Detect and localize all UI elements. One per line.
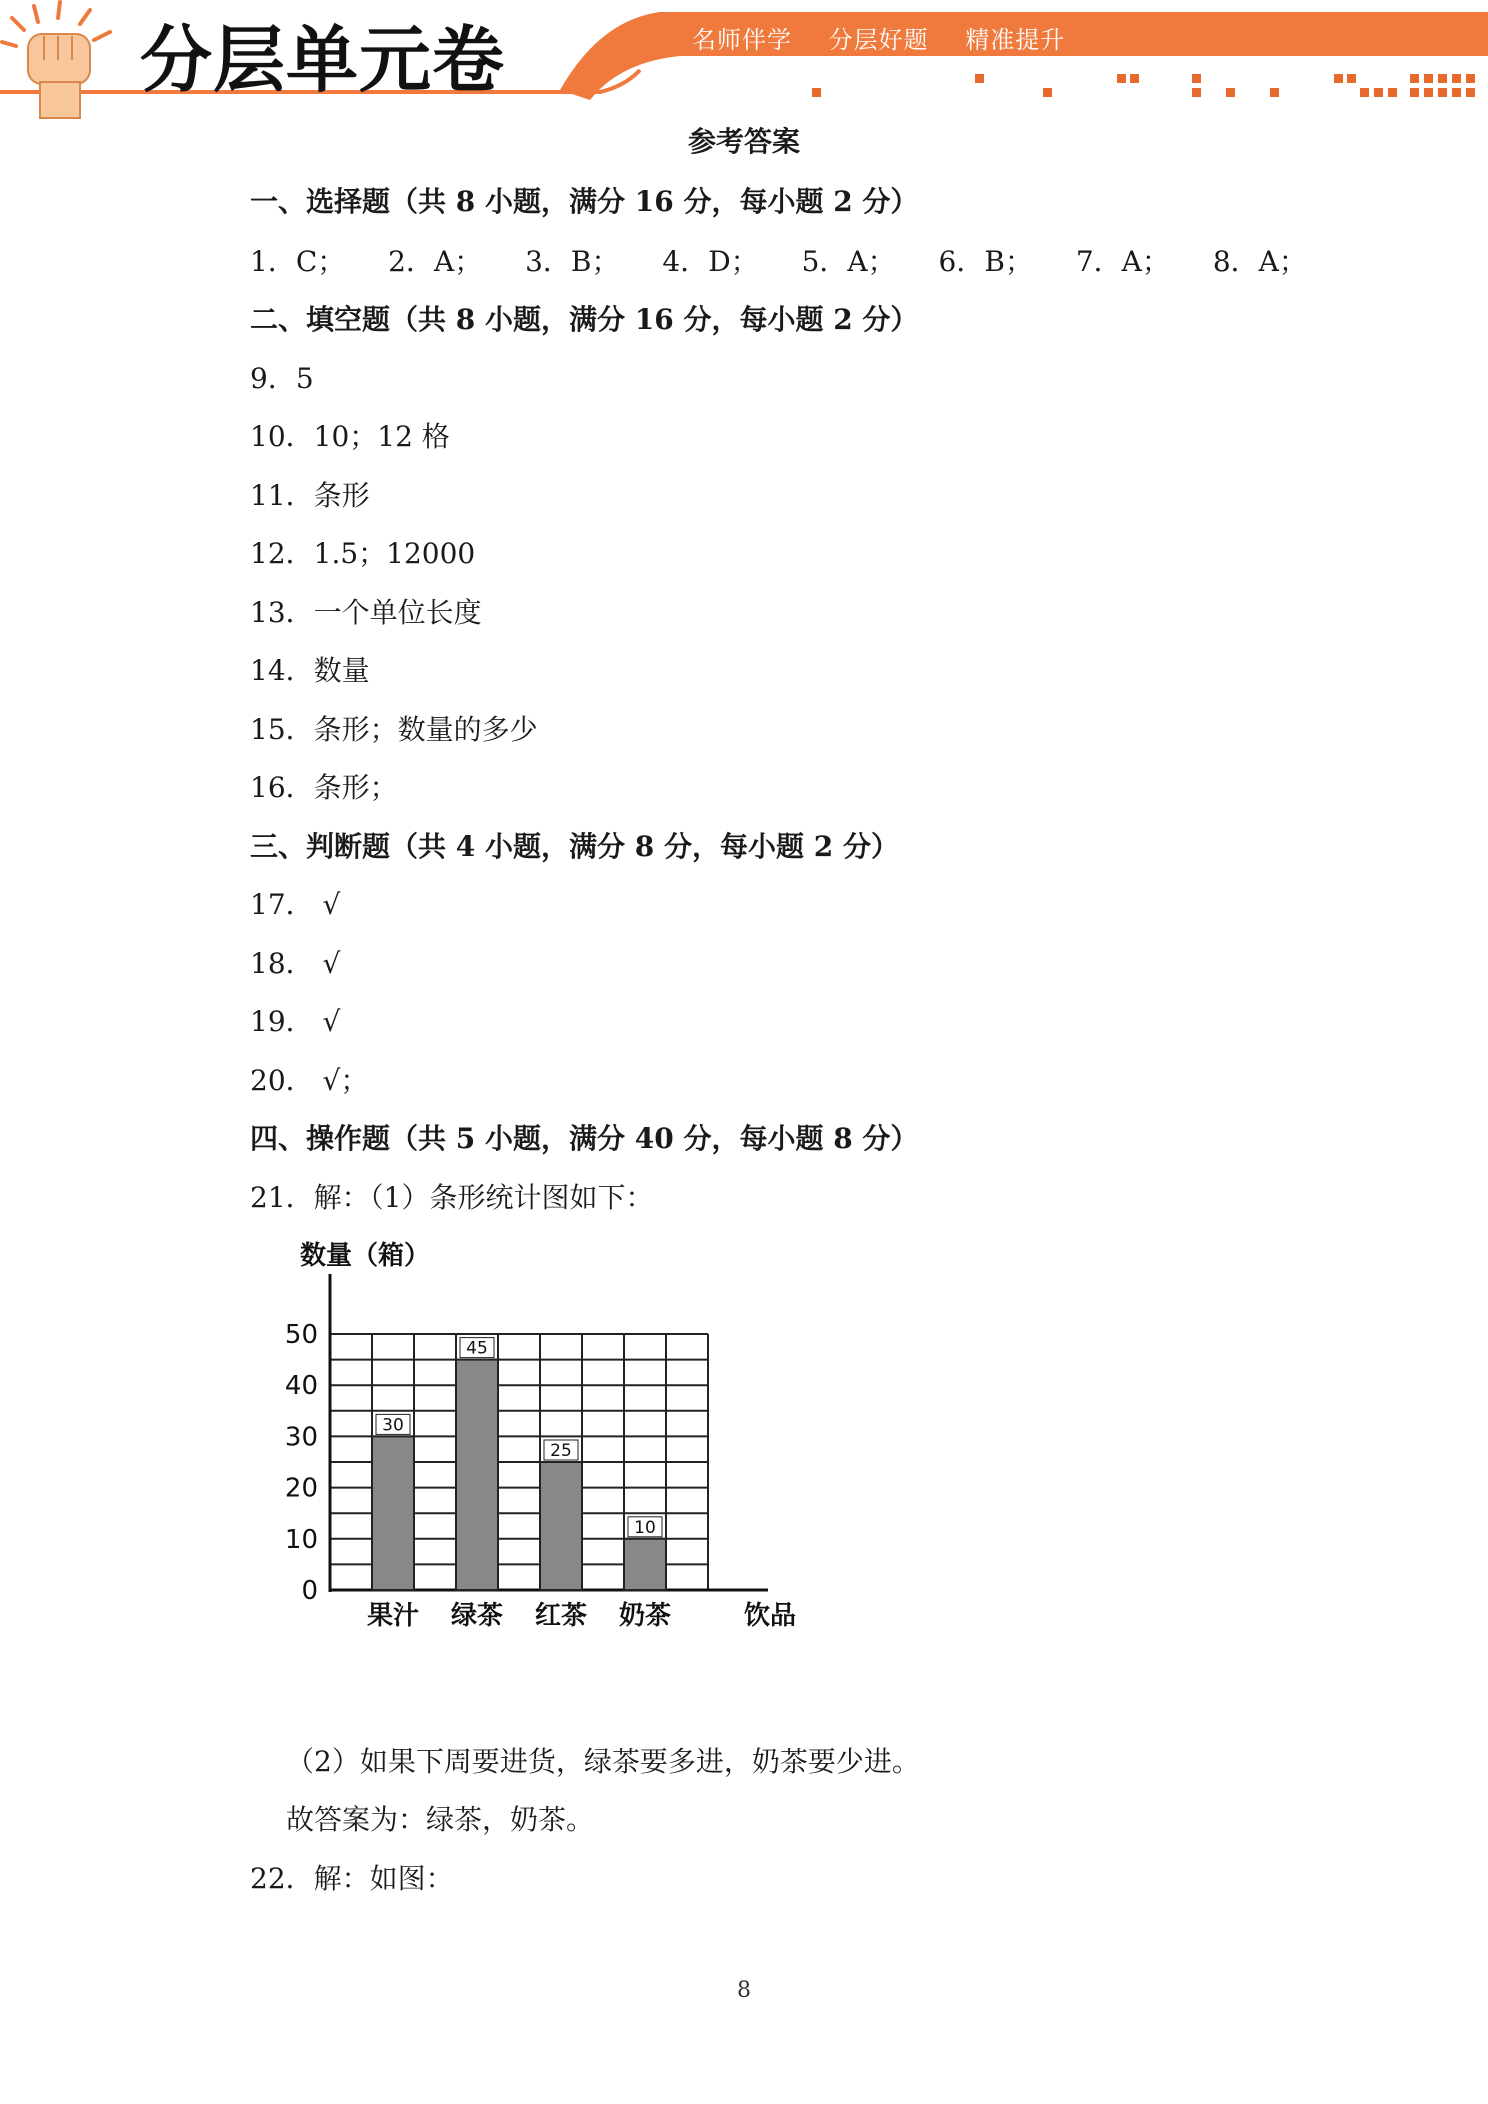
section-heading-judge: 三、判断题（共 4 小题，满分 8 分，每小题 2 分）	[250, 830, 899, 863]
answer-line: 17． √	[250, 888, 341, 921]
y-tick-label: 50	[284, 1320, 318, 1350]
answer-line: 18． √	[250, 947, 341, 980]
choice-answers	[250, 240, 1341, 280]
x-axis-label: 饮品	[743, 1601, 797, 1631]
answer-line: 14．数量	[250, 654, 370, 687]
section-heading-operation: 四、操作题（共 5 小题，满分 40 分，每小题 8 分）	[250, 1122, 919, 1155]
y-tick-label: 30	[284, 1422, 318, 1453]
answer-line: 12．1.5；12000	[250, 537, 476, 570]
bar	[456, 1360, 498, 1590]
answer-line: 9．5	[250, 362, 314, 395]
choice-answer: 5．A；	[801, 245, 896, 278]
answer-line: 19． √	[250, 1005, 341, 1038]
answer-line: 20． √；	[250, 1064, 369, 1097]
section-heading-fill: 二、填空题（共 8 小题，满分 16 分，每小题 2 分）	[250, 303, 919, 336]
y-tick-label: 20	[284, 1473, 318, 1504]
bar	[624, 1539, 666, 1590]
x-category-label: 红茶	[534, 1601, 588, 1631]
page-header	[0, 0, 1488, 120]
brand-title: 分层单元卷	[140, 18, 506, 102]
choice-answer: 1．C；	[250, 245, 346, 278]
page-title: 参考答案	[687, 125, 800, 158]
choice-answer: 8．A；	[1212, 245, 1307, 278]
answer-line: 10．10；12 格	[250, 420, 450, 453]
bar	[540, 1462, 582, 1590]
slogan-2: 分层好题	[828, 26, 929, 54]
choice-answer: 2．A；	[388, 245, 483, 278]
y-tick-label: 0	[301, 1576, 318, 1606]
answer-line: 11．条形	[250, 479, 370, 512]
bar-value-label: 25	[550, 1441, 572, 1461]
answer-line: 15．条形；数量的多少	[250, 713, 538, 746]
answer-line: （2）如果下周要进货，绿茶要多进，奶茶要少进。	[286, 1745, 920, 1778]
choice-answer: 6．B；	[938, 245, 1033, 278]
answer-line: 22．解：如图：	[250, 1862, 454, 1895]
answer-line: 故答案为：绿茶，奶茶。	[286, 1803, 595, 1836]
choice-answer: 4．D；	[662, 245, 759, 278]
bar	[372, 1436, 414, 1590]
answer-line: 21．解：（1）条形统计图如下：	[250, 1181, 654, 1214]
slogan-3: 精准提升	[965, 26, 1066, 54]
decorative-squares	[812, 74, 1475, 97]
x-category-label: 果汁	[366, 1601, 420, 1631]
slogan-1: 名师伴学	[692, 26, 792, 54]
bar-value-label: 45	[466, 1338, 488, 1359]
bar-value-label: 10	[634, 1517, 656, 1538]
x-category-label: 奶茶	[618, 1601, 672, 1631]
y-axis-label: 数量（箱）	[300, 1241, 431, 1271]
bar-value-label: 30	[382, 1415, 404, 1436]
fist-logo-icon	[2, 2, 110, 118]
choice-answer: 7．A；	[1075, 245, 1170, 278]
x-category-label: 绿茶	[450, 1601, 504, 1631]
choice-answer: 3．B；	[525, 245, 620, 278]
y-tick-label: 40	[284, 1371, 318, 1402]
bar-chart	[280, 1230, 820, 1640]
page-number: 8	[737, 1978, 751, 2003]
section-heading-choice: 一、选择题（共 8 小题，满分 16 分，每小题 2 分）	[250, 185, 919, 218]
header-slogans	[692, 20, 1093, 55]
answer-line: 16．条形；	[250, 771, 398, 804]
answer-line: 13．一个单位长度	[250, 596, 482, 629]
y-tick-label: 10	[284, 1524, 318, 1555]
